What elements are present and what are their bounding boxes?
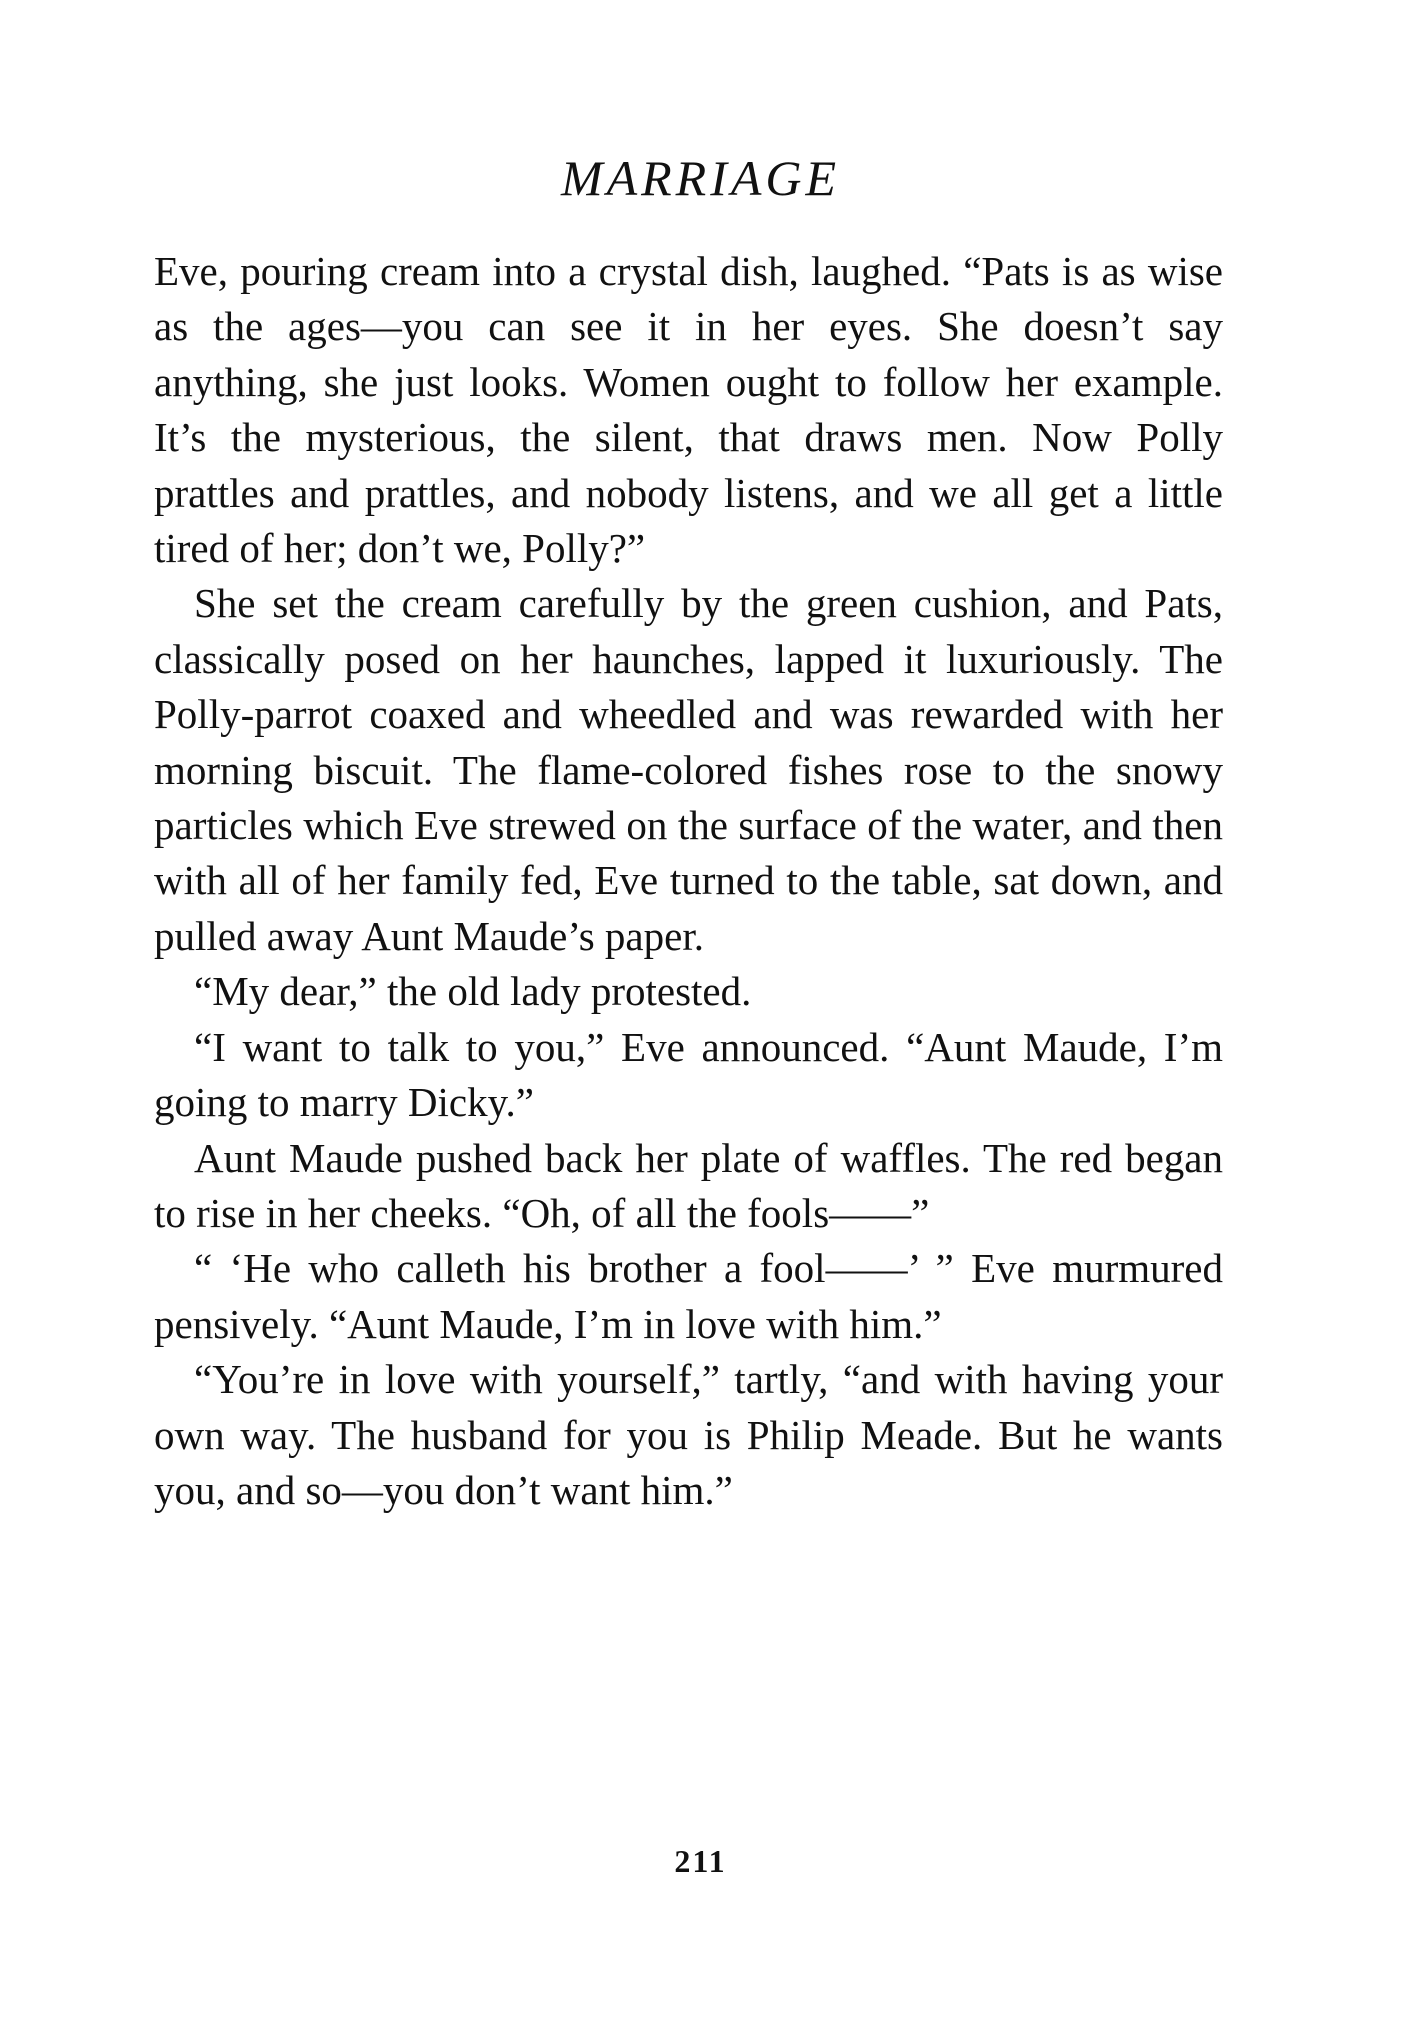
paragraph-5: Aunt Maude pushed back her plate of waffles. The red began to rise in her cheeks. “Oh, of all the fools——” — [154, 1134, 1223, 1236]
paragraph-1: Eve, pouring cream into a crystal dish, laughed. “Pats is as wise as the ages—you can see it in her eyes. She doesn’t say anything, she just looks. Women ought to follow her example. It’s the mysterious, the silent, that draws men. Now Polly prattles and prattles, and nobody listens, and we all get a little tired of her; don’t we, Polly?” — [154, 248, 1223, 572]
page-number: 211 — [674, 1843, 727, 1879]
paragraph-3: “My dear,” the old lady protested. — [194, 968, 752, 1015]
body-text — [154, 244, 1223, 1518]
paragraph-6: “ ‘He who calleth his brother a fool——’ ” Eve murmured pensively. “Aunt Maude, I’m in love with him.” — [154, 1245, 1223, 1347]
paragraph-7: “You’re in love with yourself,” tartly, “and with having your own way. The husband for you is Philip Meade. But he wants you, and so—you don’t want him.” — [154, 1356, 1223, 1513]
paragraph-2: She set the cream carefully by the green cushion, and Pats, classically posed on her haunches, lapped it luxuriously. The Polly-parrot coaxed and wheedled and was rewarded with her morning biscuit. The flame-colored fishes rose to the snowy particles which Eve strewed on the surface of the water, and then with all of her family fed, Eve turned to the table, sat down, and pulled away Aunt Maude’s paper. — [154, 580, 1223, 959]
running-head: MARRIAGE — [560, 150, 841, 206]
paragraph-4: “I want to talk to you,” Eve announced. “Aunt Maude, I’m going to marry Dicky.” — [154, 1023, 1223, 1126]
